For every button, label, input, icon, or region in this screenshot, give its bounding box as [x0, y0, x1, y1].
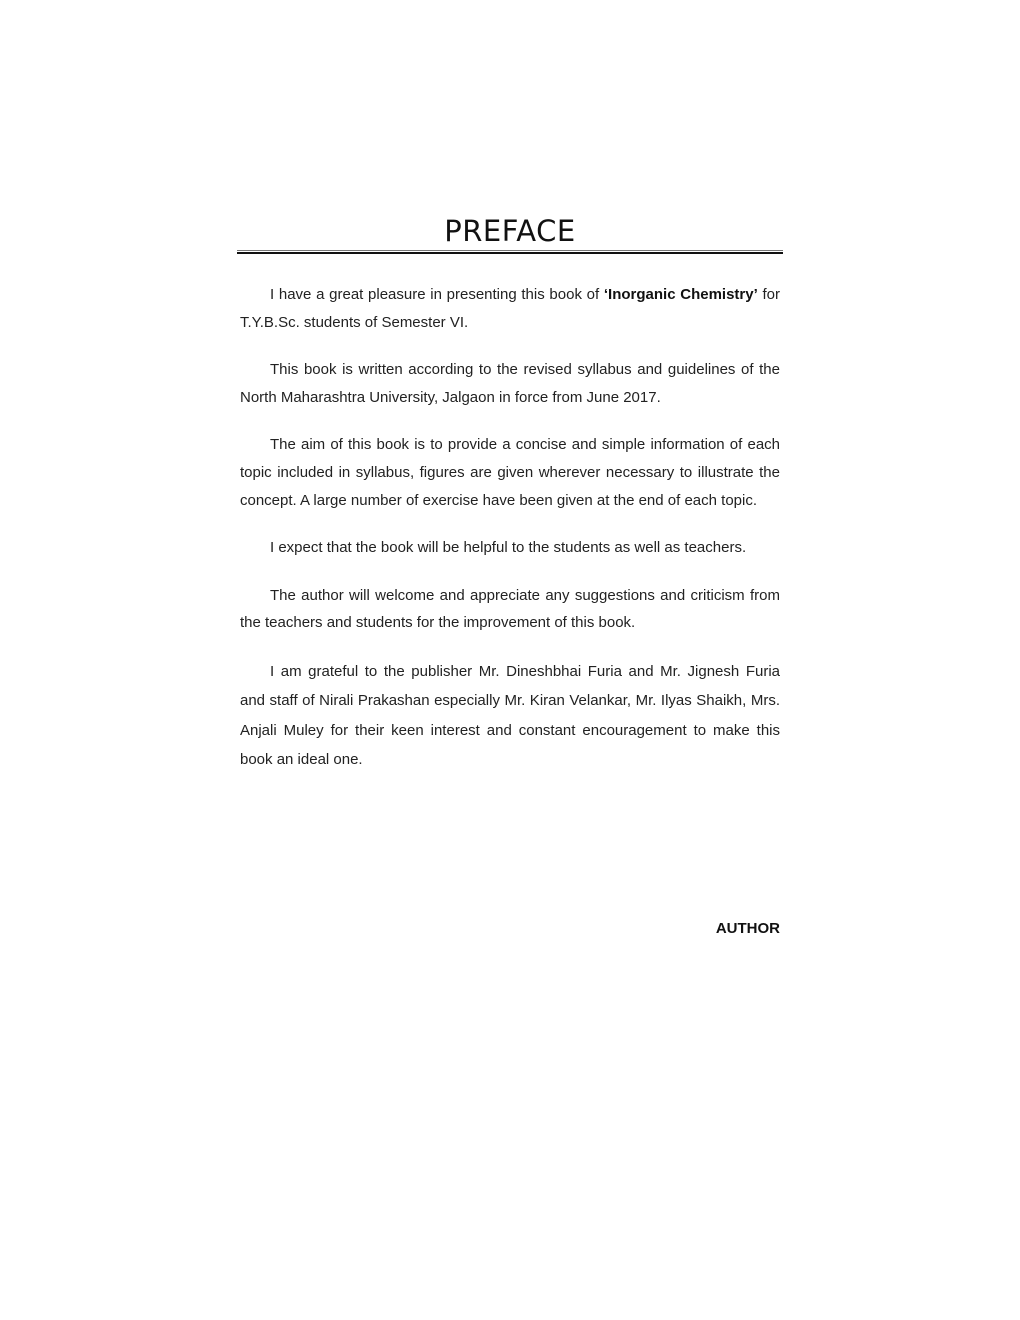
- page-title: PREFACE: [444, 214, 576, 248]
- paragraph-aim: The aim of this book is to provide a concise and simple information of each topic included in syllabus, figures are given wherever necessary to illustrate the concept. A large number of exercise have been given at the end of each topic.: [240, 436, 780, 509]
- paragraph-syllabus: This book is written according to the revised syllabus and guidelines of the North Maharashtra University, Jalgaon in force from June 2017.: [240, 361, 780, 406]
- paragraph-acknowledgement: I am grateful to the publisher Mr. Dineshbhai Furia and Mr. Jignesh Furia and staff of Nirali Prakashan especially Mr. Kiran Velankar, Mr. Ilyas Shaikh, Mrs. Anjali Muley for their keen interest and constant encouragement to make this book an ideal one.: [240, 662, 780, 769]
- intro-text-start: I have a great pleasure in presenting this book of: [270, 286, 604, 303]
- title-double-rule: [237, 250, 783, 254]
- preface-body: [240, 281, 780, 795]
- paragraph-expectation: I expect that the book will be helpful to the students as well as teachers.: [270, 539, 747, 557]
- author-signature: AUTHOR: [715, 920, 780, 937]
- paragraph-intro: [240, 281, 780, 336]
- paragraph-suggestions: The author will welcome and appreciate any suggestions and criticism from the teachers and students for the improvement of this book.: [240, 586, 780, 632]
- intro-text-end: for T.Y.B.Sc. students of Semester VI.: [240, 286, 780, 331]
- book-title-bold: ‘Inorganic Chemistry’: [603, 286, 758, 303]
